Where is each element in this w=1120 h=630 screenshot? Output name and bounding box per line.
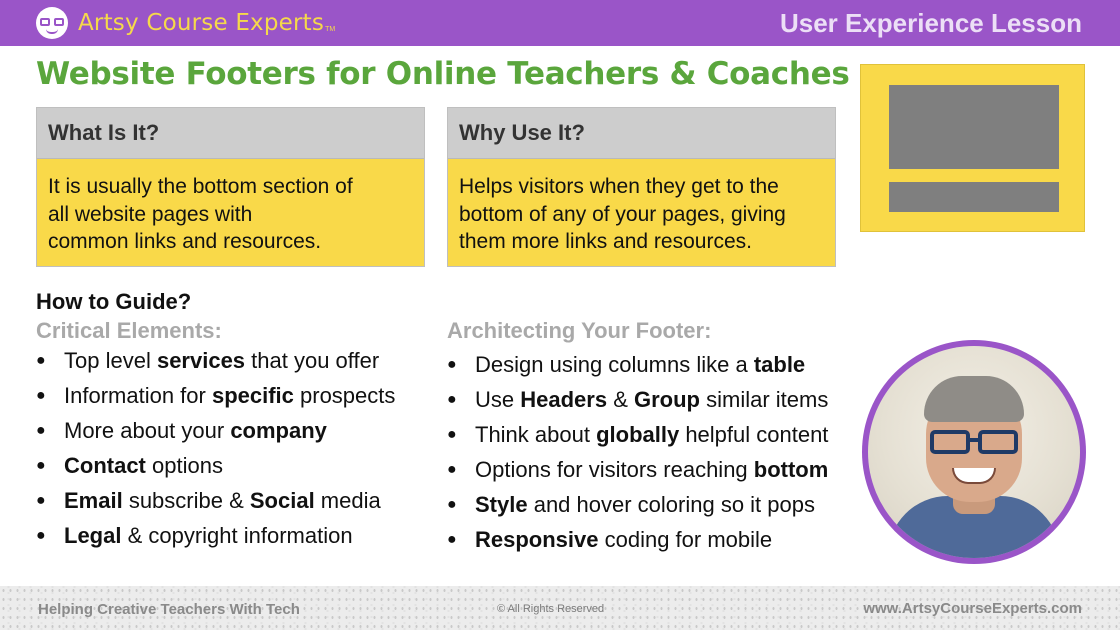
list-item-emphasis: bottom	[753, 457, 829, 482]
footer-website: www.ArtsyCourseExperts.com	[863, 600, 1082, 617]
bullet-icon: ●	[36, 352, 46, 369]
what-is-it-heading: What Is It?	[37, 108, 424, 158]
bullet-icon: ●	[447, 356, 457, 373]
list-item	[36, 343, 395, 378]
bullet-icon: ●	[36, 422, 46, 439]
why-line: Helps visitors when they get to the	[459, 175, 779, 198]
critical-elements-list	[36, 343, 395, 553]
bullet-icon: ●	[447, 426, 457, 443]
bullet-icon: ●	[36, 387, 46, 404]
list-item-emphasis: company	[230, 418, 327, 443]
page-content-block	[889, 85, 1059, 169]
list-item-text: Options for visitors reaching	[475, 457, 754, 482]
why-line: them more links and resources.	[459, 230, 752, 253]
what-line: all website pages with	[48, 202, 253, 226]
list-item	[36, 483, 395, 518]
owl-glasses-icon	[36, 7, 68, 39]
what-line: common links and resources.	[48, 230, 322, 253]
list-item-text: prospects	[293, 383, 396, 408]
list-item-emphasis: Social	[249, 488, 315, 513]
list-item	[447, 452, 828, 487]
list-item	[36, 413, 395, 448]
list-item	[36, 518, 395, 553]
what-line: It is usually the bottom section of	[48, 175, 353, 198]
presenter-avatar	[862, 340, 1086, 564]
list-item-text: More about your	[64, 418, 231, 443]
why-use-it-box	[447, 107, 836, 267]
bullet-icon: ●	[36, 492, 46, 509]
page-footer	[0, 586, 1120, 630]
how-to-heading: How to Guide?	[36, 289, 192, 314]
bullet-icon: ●	[447, 531, 457, 548]
list-item-emphasis: Headers	[520, 387, 608, 412]
bullet-icon: ●	[36, 457, 46, 474]
list-item-text: options	[145, 453, 223, 478]
list-item-text: &	[607, 387, 634, 412]
list-item-text: helpful content	[679, 422, 829, 447]
list-item	[447, 522, 828, 557]
list-item-text: Use	[475, 387, 521, 412]
list-item	[36, 378, 395, 413]
list-item	[447, 347, 828, 382]
footer-illustration	[860, 64, 1085, 232]
footer-copyright: © All Rights Reserved	[497, 603, 605, 615]
list-item-text: subscribe &	[122, 488, 250, 513]
list-item-emphasis: Style	[475, 492, 528, 517]
list-item	[447, 382, 828, 417]
lesson-label: User Experience Lesson	[779, 8, 1082, 38]
list-item-emphasis: Contact	[64, 453, 146, 478]
brand-logo	[36, 7, 335, 39]
footer-tagline: Helping Creative Teachers With Tech	[38, 601, 300, 618]
list-item-emphasis: table	[753, 352, 806, 377]
list-item-text: Design using columns like a	[475, 352, 754, 377]
list-item-text: coding for mobile	[598, 527, 773, 552]
bullet-icon: ●	[447, 496, 457, 513]
bullet-icon: ●	[447, 391, 457, 408]
list-item-text: & copyright information	[121, 523, 353, 548]
list-item-emphasis: Responsive	[475, 527, 599, 552]
page-footer-block	[889, 182, 1059, 212]
list-item	[36, 448, 395, 483]
list-item-emphasis: specific	[211, 383, 294, 408]
brand-name: Artsy Course Experts	[78, 10, 325, 36]
list-item-text: media	[314, 488, 381, 513]
list-item-text: that you offer	[245, 348, 380, 373]
bullet-icon: ●	[36, 527, 46, 544]
why-use-it-body	[448, 158, 835, 266]
what-is-it-body	[37, 158, 424, 266]
list-item-emphasis: Email	[64, 488, 123, 513]
why-use-it-heading: Why Use It?	[448, 108, 835, 158]
list-item-emphasis: Legal	[64, 523, 122, 548]
list-item	[447, 487, 828, 522]
architecting-heading: Architecting Your Footer:	[447, 318, 712, 343]
list-item-text: Think about	[475, 422, 597, 447]
list-item-emphasis: globally	[596, 422, 680, 447]
top-bar	[0, 0, 1120, 46]
brand-trademark: TM	[325, 26, 336, 33]
list-item-text: Information for	[64, 383, 212, 408]
list-item-text: and hover coloring so it pops	[527, 492, 815, 517]
list-item	[447, 417, 828, 452]
list-item-emphasis: services	[156, 348, 246, 373]
why-line: bottom of any of your pages, giving	[459, 202, 786, 226]
page-title: Website Footers for Online Teachers & Coaches	[36, 56, 850, 92]
what-is-it-box	[36, 107, 425, 267]
bullet-icon: ●	[447, 461, 457, 478]
architecting-list	[447, 347, 828, 557]
list-item-text: similar items	[700, 387, 829, 412]
critical-elements-heading: Critical Elements:	[36, 318, 222, 343]
list-item-text: Top level	[64, 348, 157, 373]
list-item-emphasis: Group	[634, 387, 700, 412]
